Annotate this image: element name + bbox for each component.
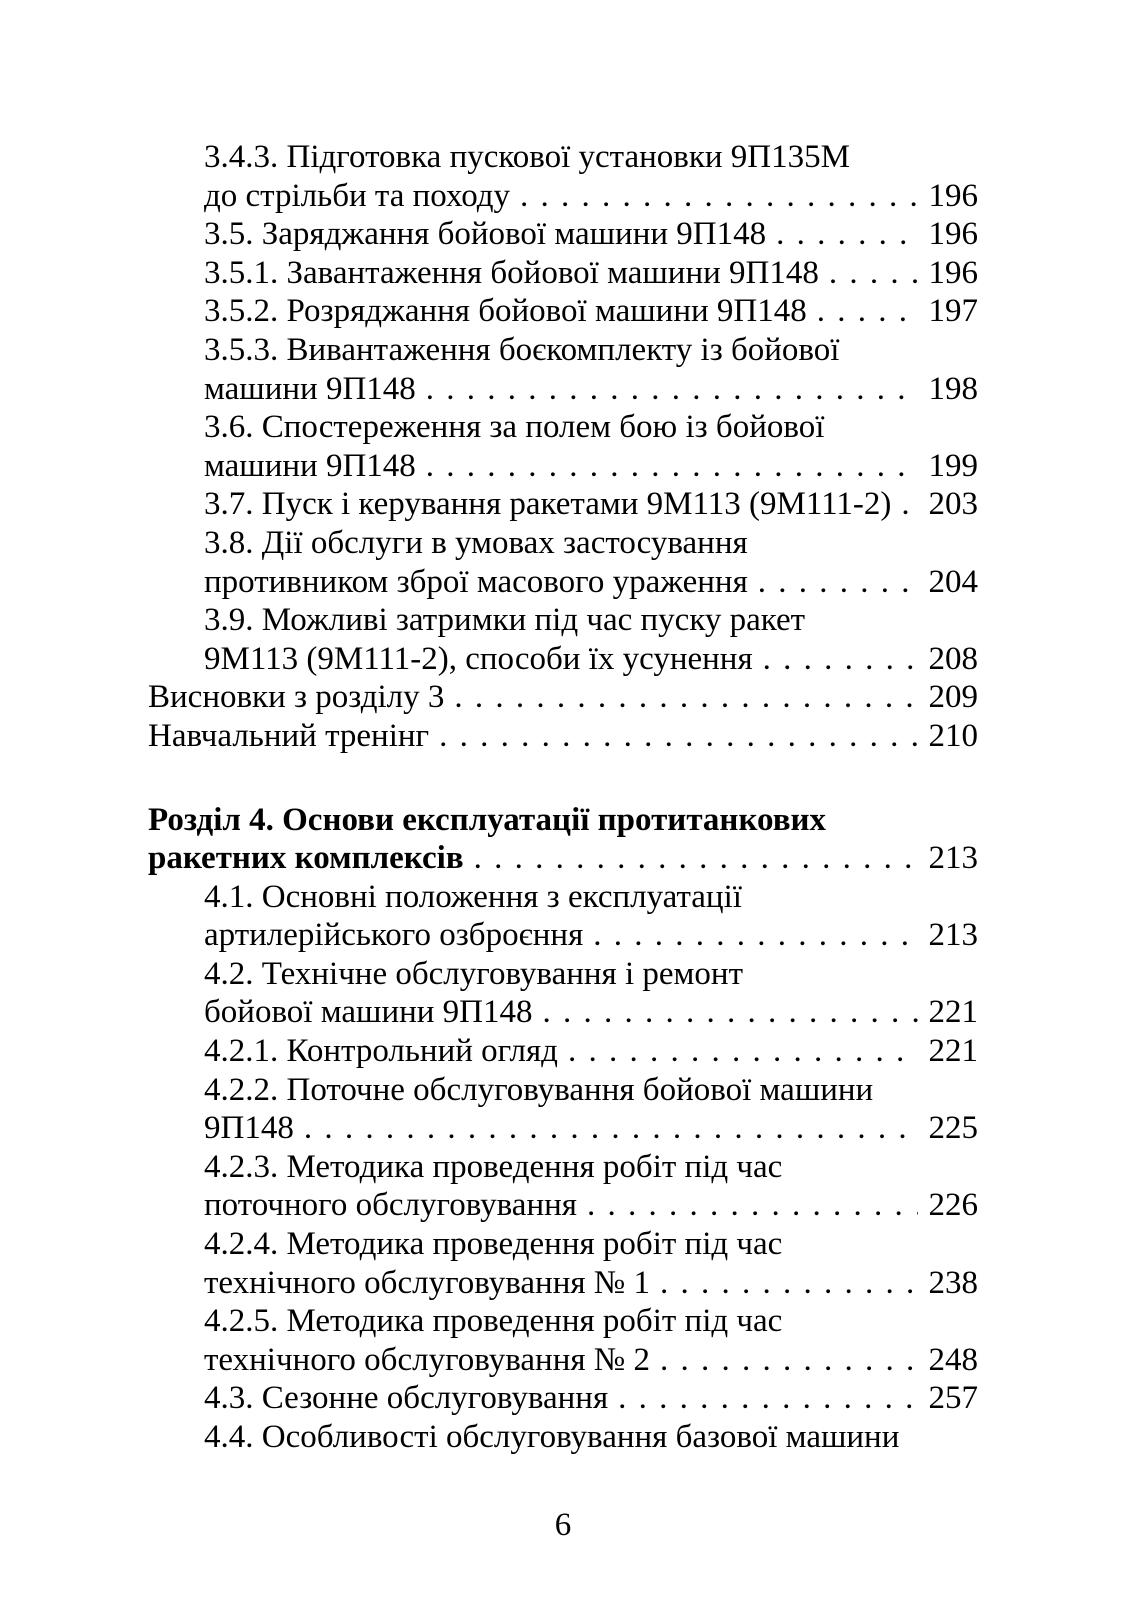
- dot-leader: [758, 563, 918, 602]
- toc-entry-text: 3.5. Заряджання бойової машини 9П148: [204, 216, 767, 253]
- toc-line: [148, 1341, 978, 1380]
- toc-line: [148, 215, 978, 254]
- toc-page-number: 196: [928, 254, 978, 291]
- toc-entry-text: Розділ 4. Основи експлуатації протитанкових: [148, 801, 827, 838]
- toc-line: [148, 717, 978, 756]
- toc-entry-text: технічного обслуговування № 1: [204, 1264, 651, 1301]
- toc-line: [148, 408, 978, 447]
- dot-leader: [817, 292, 918, 331]
- toc-entry-text: бойової машини 9П148: [204, 994, 533, 1031]
- toc-page-number: 196: [928, 216, 978, 253]
- dot-leader: [426, 447, 918, 486]
- toc-line: [148, 993, 978, 1032]
- dot-leader: [763, 640, 918, 679]
- toc-line: [148, 1225, 978, 1264]
- dot-leader: [304, 1109, 918, 1148]
- toc-entry-text: 3.9. Можливі затримки під час пуску ракет: [204, 602, 806, 639]
- toc-entry-text: 3.4.3. Підготовка пускової установки 9П135М: [204, 139, 850, 175]
- toc-entry-text: Висновки з розділу 3: [148, 679, 445, 716]
- toc-page-number: 197: [928, 293, 978, 330]
- toc-entry-text: 3.5.1. Завантаження бойової машини 9П148: [204, 254, 819, 291]
- toc-line: [148, 678, 978, 717]
- toc-line: [148, 177, 978, 216]
- page-number: 6: [554, 1507, 572, 1543]
- toc-line: [148, 563, 978, 602]
- toc-entry-text: 4.2.1. Контрольний огляд: [204, 1033, 558, 1070]
- dot-leader: [543, 993, 918, 1032]
- toc-line: [148, 1032, 978, 1071]
- dot-leader: [568, 1032, 918, 1071]
- toc-line: [148, 138, 978, 177]
- dot-leader: [454, 678, 918, 717]
- dot-leader: [587, 1186, 918, 1225]
- toc-page-number: 225: [928, 1110, 978, 1147]
- toc-entry-text: 3.6. Спостереження за полем бою із бойової: [204, 409, 825, 446]
- toc-entry-text: противником зброї масового ураження: [204, 563, 748, 600]
- toc-entry-text: 4.2.2. Поточне обслуговування бойової машини: [204, 1071, 874, 1108]
- toc-line: [148, 1148, 978, 1187]
- toc-line: [148, 370, 978, 409]
- toc-entry-text: технічного обслуговування № 2: [204, 1341, 651, 1378]
- toc-entry-text: 3.7. Пуск і керування ракетами 9М113 (9М111-2): [204, 486, 892, 523]
- toc-line: [148, 601, 978, 640]
- toc-entry-text: 3.5.3. Вивантаження боєкомплекту із бойової: [204, 331, 840, 368]
- toc-entry-text: 4.2.3. Методика проведення робіт під час: [204, 1148, 783, 1185]
- toc-entry-text: артилерійського озброєння: [204, 917, 584, 954]
- toc-entry-text: 4.2.4. Методика проведення робіт під час: [204, 1226, 783, 1263]
- toc-line: [148, 878, 978, 917]
- toc-line: [148, 524, 978, 563]
- toc-page-number: 213: [928, 840, 978, 877]
- toc-line: [148, 916, 978, 955]
- toc-list: [148, 138, 978, 1457]
- toc-page-number: 221: [928, 1033, 978, 1070]
- toc-entry-text: поточного обслуговування: [204, 1187, 577, 1224]
- dot-leader: [776, 215, 918, 254]
- toc-line: [148, 447, 978, 486]
- toc-line: [148, 1109, 978, 1148]
- toc-page-number: 210: [928, 717, 978, 754]
- toc-entry-text: 4.2. Технічне обслуговування і ремонт: [204, 955, 743, 992]
- toc-line: [148, 1302, 978, 1341]
- toc-page-number: 248: [928, 1341, 978, 1378]
- toc-line: [148, 955, 978, 994]
- toc-page-number: 209: [928, 679, 978, 716]
- page-footer: [148, 1506, 978, 1545]
- toc-entry-text: 4.1. Основні положення з експлуатації: [204, 878, 742, 915]
- toc-entry-text: ракетних комплексів: [148, 840, 464, 877]
- toc-page-number: 208: [928, 640, 978, 677]
- toc-entry-text: 3.5.2. Розряджання бойової машини 9П148: [204, 293, 807, 330]
- toc-entry-text: машини 9П148: [204, 447, 416, 484]
- toc-line: [148, 1071, 978, 1110]
- dot-leader: [660, 1264, 918, 1303]
- toc-page-number: 199: [928, 447, 978, 484]
- toc-page-number: 238: [928, 1264, 978, 1301]
- toc-line: [148, 292, 978, 331]
- toc-line: [148, 254, 978, 293]
- toc-line: [148, 331, 978, 370]
- toc-page-number: 196: [928, 177, 978, 214]
- dot-leader: [618, 1379, 918, 1418]
- toc-entry-text: 9П148: [204, 1110, 294, 1147]
- dot-leader: [439, 717, 918, 756]
- toc-line: [148, 640, 978, 679]
- dot-leader: [660, 1341, 918, 1380]
- toc-page-number: 213: [928, 917, 978, 954]
- toc-line: [148, 839, 978, 878]
- toc-entry-text: 4.4. Особливості обслуговування базової машини: [204, 1419, 900, 1455]
- toc-entry-text: 9М113 (9М111-2), способи їх усунення: [204, 640, 753, 677]
- dot-leader: [901, 485, 918, 524]
- toc-line: [148, 485, 978, 524]
- toc-entry-text: 4.2.5. Методика проведення робіт під час: [204, 1303, 783, 1340]
- toc-page-number: 226: [928, 1187, 978, 1224]
- toc-line: [148, 1186, 978, 1225]
- toc-line: [148, 1264, 978, 1303]
- dot-leader: [426, 370, 918, 409]
- toc-line: [148, 801, 978, 840]
- toc-page-number: 198: [928, 370, 978, 407]
- toc-entry-text: машини 9П148: [204, 370, 416, 407]
- toc-page-number: 257: [928, 1380, 978, 1417]
- dot-leader: [829, 254, 918, 293]
- toc-page-number: 203: [928, 486, 978, 523]
- toc-line: [148, 1418, 978, 1457]
- toc-page-number: 204: [928, 563, 978, 600]
- toc-entry-text: 3.8. Дії обслуги в умовах застосування: [204, 524, 748, 561]
- dot-leader: [593, 916, 918, 955]
- dot-leader: [474, 839, 918, 878]
- toc-line: [148, 1379, 978, 1418]
- toc-entry-text: до стрільби та походу: [204, 177, 511, 214]
- toc-entry-text: Навчальний тренінг: [148, 717, 430, 754]
- toc-entry-text: 4.3. Сезонне обслуговування: [204, 1380, 609, 1417]
- toc-page-number: 221: [928, 994, 978, 1031]
- dot-leader: [520, 177, 918, 216]
